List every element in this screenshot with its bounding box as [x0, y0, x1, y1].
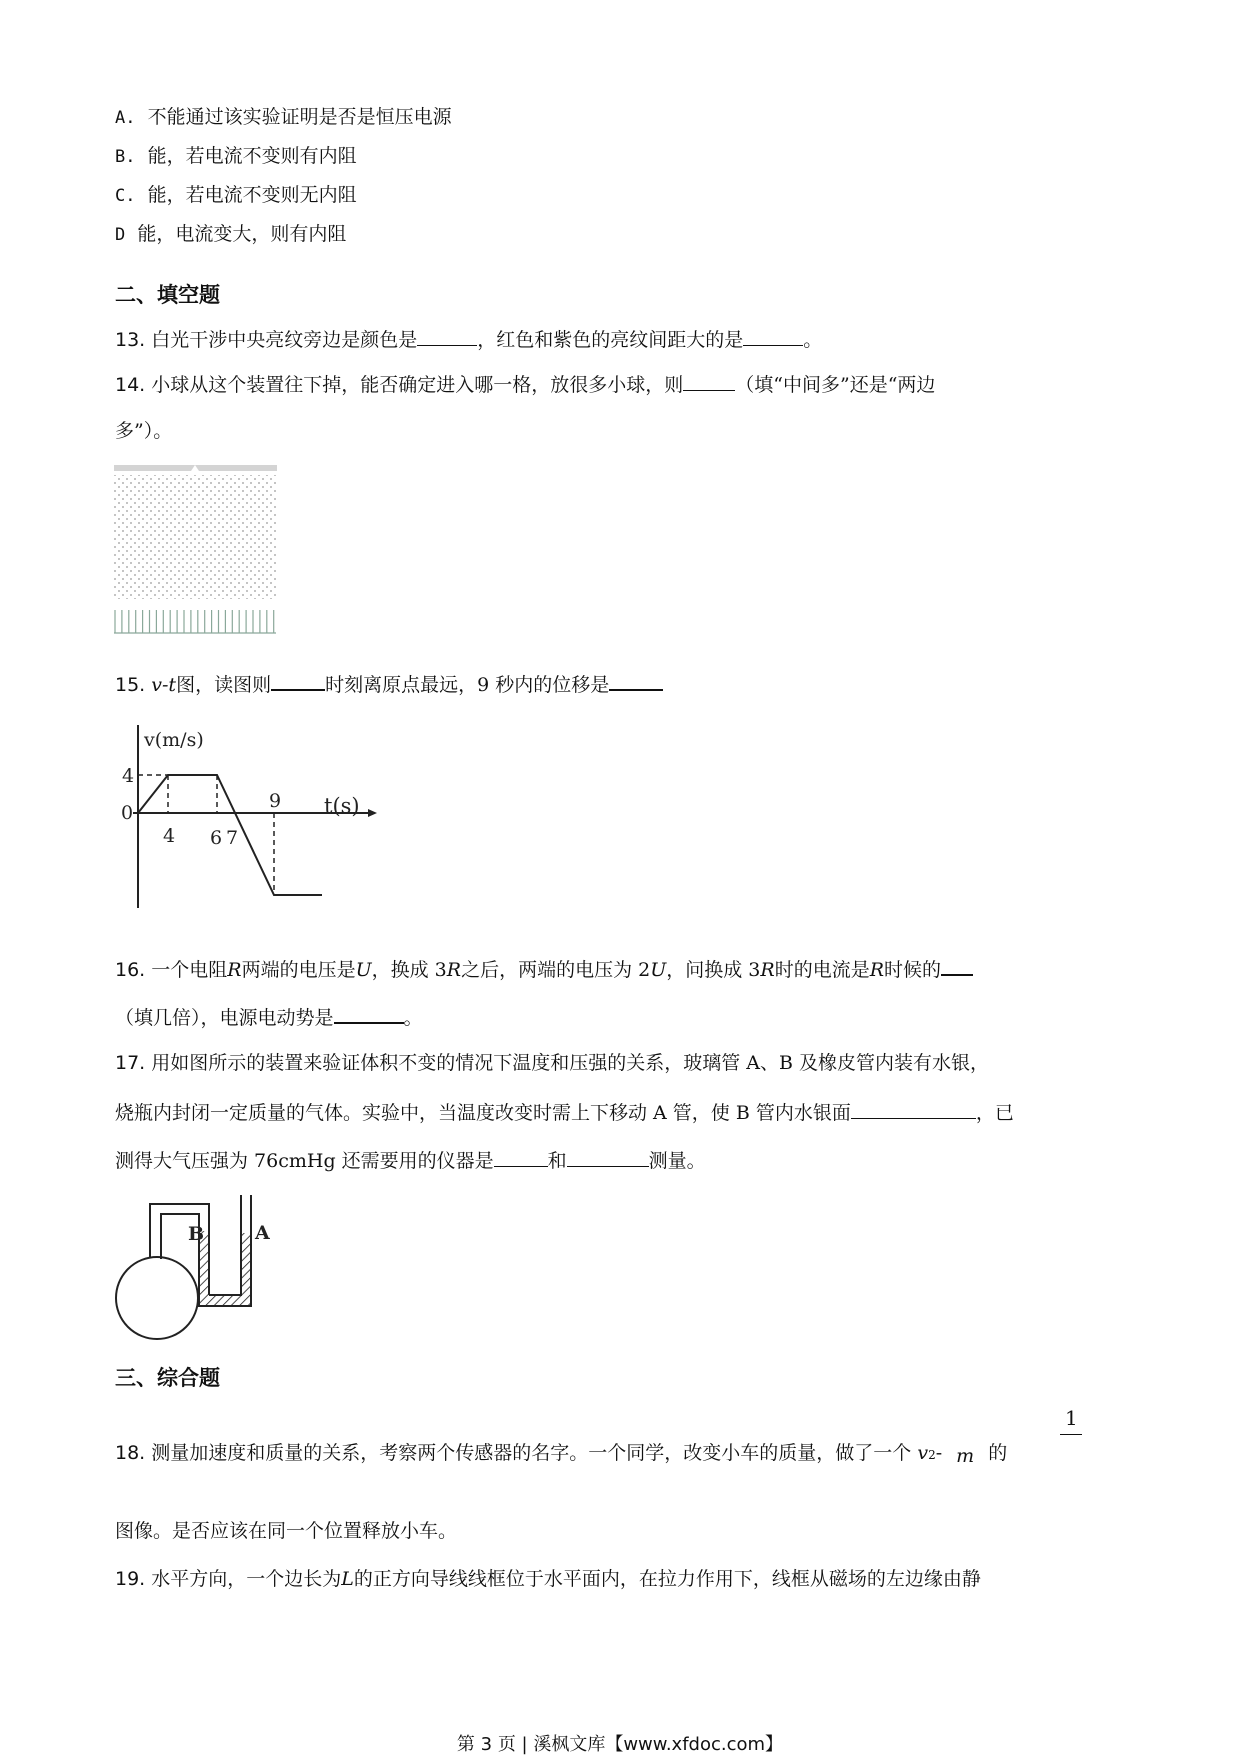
v-axis-label: v(m/s): [144, 729, 204, 751]
fraction-numerator: 1: [1065, 1406, 1078, 1430]
answer-blank[interactable]: [271, 669, 325, 691]
question-text: 。: [403, 1007, 423, 1029]
question-14: [115, 370, 935, 398]
var-r: R: [227, 959, 242, 981]
section-title-fill-in: 二、填空题: [115, 283, 220, 307]
question-text: （填几倍），电源电动势是: [115, 1007, 334, 1029]
t-axis-arrow-icon: [368, 809, 377, 817]
question-text: 测量加速度和质量的关系，考察两个传感器的名字。一个同学，改变小车的质量，做了一个: [151, 1442, 912, 1464]
option-letter: A.: [115, 108, 136, 128]
question-number: 19.: [115, 1568, 146, 1590]
question-text: 时刻离原点最远，9 秒内的位移是: [325, 674, 610, 696]
var-u: U: [650, 959, 667, 981]
question-17: [115, 1050, 989, 1076]
tick-label-t4: 4: [163, 825, 176, 847]
question-text: ，问换成 3: [666, 959, 761, 981]
question-number: 14.: [115, 374, 146, 396]
var-u: U: [355, 959, 372, 981]
mercury-apparatus-figure: [112, 1195, 287, 1345]
tick-label-t9: 9: [269, 790, 282, 812]
subscript: 2: [928, 1448, 936, 1462]
question-13: [115, 325, 822, 353]
question-number: 17.: [115, 1052, 146, 1074]
answer-blank[interactable]: [851, 1098, 976, 1119]
fraction-denominator: m: [956, 1445, 975, 1467]
galton-board-figure: [113, 465, 278, 637]
fraction-bar: [1060, 1434, 1082, 1435]
question-15: [115, 669, 663, 698]
question-text: 时的电流是: [774, 959, 870, 981]
tick-label-v4: 4: [122, 765, 135, 787]
option-text: 不能通过该实验证明是否是恒压电源: [147, 106, 452, 128]
dash: -: [935, 1442, 943, 1464]
vt-graph: [112, 715, 382, 910]
flask: [116, 1257, 198, 1339]
question-18-line2: 图像。是否应该在同一个位置释放小车。: [115, 1520, 458, 1542]
var-r: R: [760, 959, 775, 981]
question-14-line2: 多”）。: [115, 420, 173, 442]
question-text: 的: [988, 1442, 1008, 1464]
option-letter: C.: [115, 186, 136, 206]
option-letter: D: [115, 225, 126, 245]
var-r: R: [869, 959, 885, 981]
answer-blank[interactable]: [494, 1146, 548, 1167]
question-text: 时候的: [884, 959, 942, 981]
question-number: 13.: [115, 329, 146, 351]
section-title-comprehensive: 三、综合题: [115, 1366, 220, 1390]
mercury-bottom: [199, 1295, 251, 1306]
option-b: [115, 143, 357, 170]
option-c: [115, 182, 357, 209]
question-number: 18.: [115, 1442, 146, 1464]
option-text: 能，电流变大，则有内阻: [137, 223, 347, 245]
question-16: [115, 954, 973, 983]
question-text: 的正方向导线线框位于水平面内，在拉力作用下，线框从磁场的左边缘由静: [353, 1568, 981, 1590]
question-18: [115, 1440, 1007, 1468]
option-text: 能，若电流不变则无内阻: [147, 184, 357, 206]
question-text: 图，读图则: [176, 674, 272, 696]
option-d: [115, 221, 346, 248]
question-text: ，红色和紫色的亮纹间距大的是: [477, 329, 744, 351]
question-text: 白光干涉中央亮纹旁边是颜色是: [151, 329, 418, 351]
var-r: R: [446, 959, 462, 981]
question-text: ，已: [975, 1102, 1014, 1124]
mercury-a: [241, 1233, 251, 1295]
answer-blank[interactable]: [334, 1002, 404, 1024]
var-v: v: [917, 1442, 929, 1464]
question-text: 水平方向，一个边长为: [151, 1568, 342, 1590]
option-a: [115, 104, 452, 131]
tick-label-t6: 6: [210, 827, 223, 849]
question-number: 16.: [115, 959, 146, 981]
question-17-line3: [115, 1146, 706, 1174]
tube-a-label: A: [255, 1222, 270, 1244]
question-text: 小球从这个装置往下掉，能否确定进入哪一格，放很多小球，则: [151, 374, 684, 396]
question-text: 烧瓶内封闭一定质量的气体。实验中，当温度改变时需上下移动 A 管，使 B 管内水银面: [115, 1102, 851, 1124]
question-text: 用如图所示的装置来验证体积不变的情况下温度和压强的关系，玻璃管 A、B 及橡皮管内装有水银，: [151, 1052, 990, 1074]
question-text: 之后，两端的电压为 2: [461, 959, 651, 981]
question-text: （填“中间多”还是“两边: [735, 374, 936, 396]
t-axis-label: t(s): [324, 794, 360, 818]
answer-blank[interactable]: [417, 325, 477, 346]
answer-blank[interactable]: [567, 1146, 649, 1167]
tick-label-v0: 0: [121, 802, 134, 824]
tube-b-label: B: [188, 1223, 205, 1245]
question-number: 15.: [115, 674, 146, 696]
var-l: L: [341, 1568, 354, 1590]
vt-variable: v-t: [151, 674, 177, 696]
option-text: 能，若电流不变则有内阻: [147, 145, 357, 167]
question-text: ，换成 3: [371, 959, 447, 981]
page-footer: 第 3 页 | 溪枫文库【www.xfdoc.com】: [456, 1734, 784, 1755]
answer-blank[interactable]: [743, 325, 803, 346]
question-text: 一个电阻: [151, 959, 228, 981]
question-text: 测量。: [648, 1150, 706, 1172]
answer-blank[interactable]: [683, 370, 735, 391]
question-19: [115, 1566, 981, 1592]
question-text: 。: [803, 329, 823, 351]
question-16-line2: [115, 1002, 423, 1031]
question-text: 两端的电压是: [241, 959, 356, 981]
question-text: 测得大气压强为 76cmHg 还需要用的仪器是: [115, 1150, 494, 1172]
answer-blank[interactable]: [609, 669, 663, 691]
question-17-line2: [115, 1098, 1014, 1126]
answer-blank[interactable]: [941, 954, 973, 976]
tick-label-t7: 7: [226, 827, 239, 849]
question-text: 和: [547, 1150, 567, 1172]
option-letter: B.: [115, 147, 136, 167]
